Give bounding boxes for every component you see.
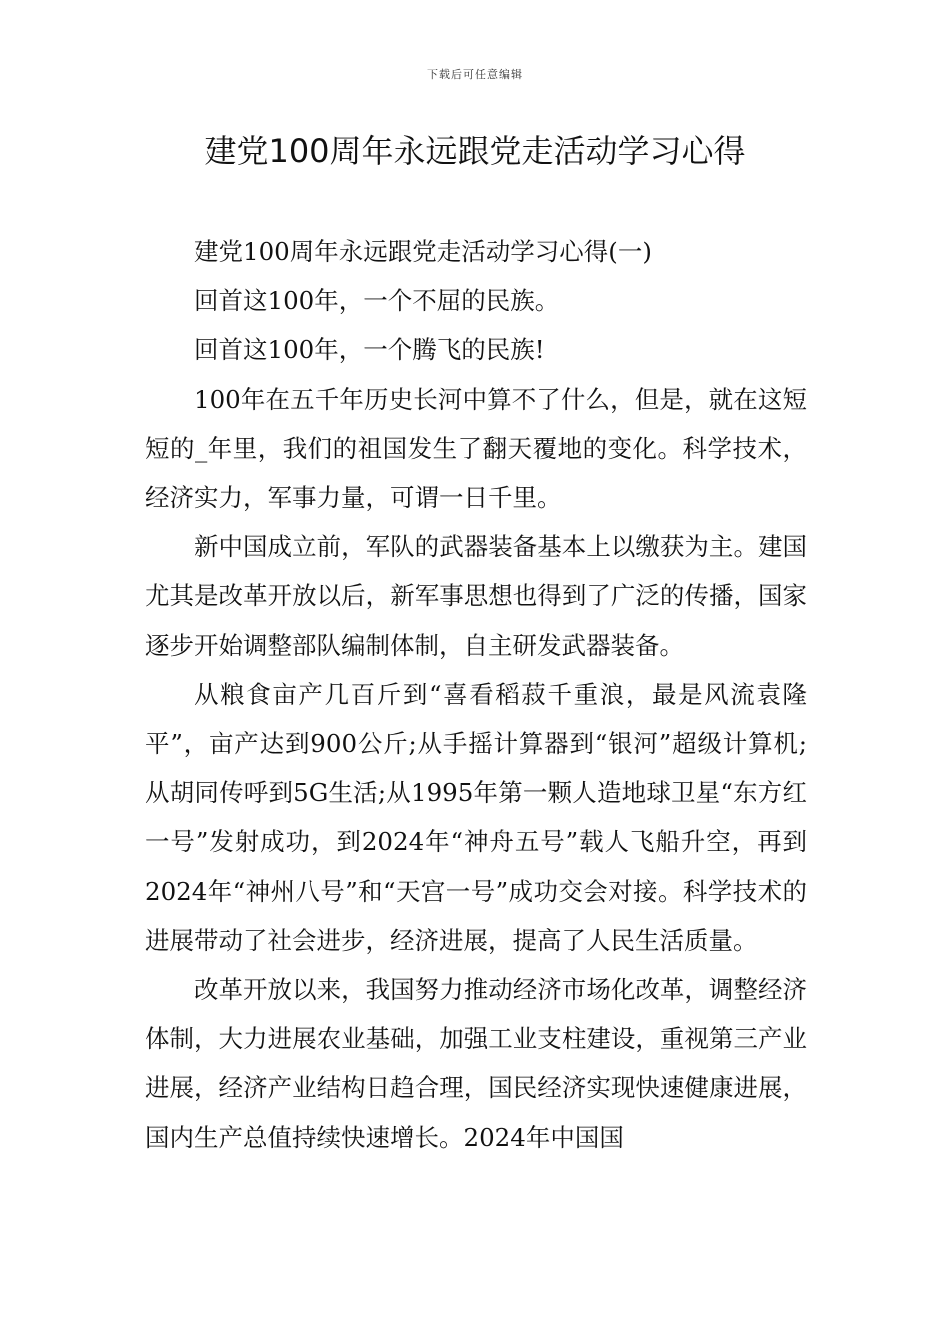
document-body	[145, 227, 807, 1162]
header-note: 下载后可任意编辑	[427, 68, 523, 81]
paragraph: 新中国成立前，军队的武器装备基本上以缴获为主。建国尤其是改革开放以后，新军事思想也得到了广泛的传播，国家逐步开始调整部队编制体制，自主研发武器装备。	[145, 532, 807, 660]
paragraph: 改革开放以来，我国努力推动经济市场化改革，调整经济体制，大力进展农业基础，加强工业支柱建设，重视第三产业进展，经济产业结构日趋合理，国民经济实现快速健康进展，国内生产总值持续快速增长。2024年中国国	[145, 975, 807, 1152]
paragraph: 回首这100年，一个不屈的民族。	[194, 286, 560, 316]
paragraph: 100年在五千年历史长河中算不了什么，但是，就在这短短的_年里，我们的祖国发生了翻天覆地的变化。科学技术，经济实力，军事力量，可谓一日千里。	[145, 384, 807, 513]
paragraph: 从粮食亩产几百斤到“喜看稻菽千重浪，最是风流袁隆平”，亩产达到900公斤;从手摇计算器到“银河”超级计算机;从胡同传呼到5G生活;从1995年第一颗人造地球卫星“东方红一号”发射成功，到2024年“神舟五号”载人飞船升空，再到2024年“神州八号”和“天宫一号”成功交会对接。科学技术的进展带动了社会进步，经济进展，提高了人民生活质量。	[145, 679, 807, 955]
paragraph: 回首这100年，一个腾飞的民族!	[194, 335, 545, 365]
document-title: 建党100周年永远跟党走活动学习心得	[204, 132, 746, 170]
paragraph-subtitle: 建党100周年永远跟党走活动学习心得(一)	[194, 237, 652, 266]
